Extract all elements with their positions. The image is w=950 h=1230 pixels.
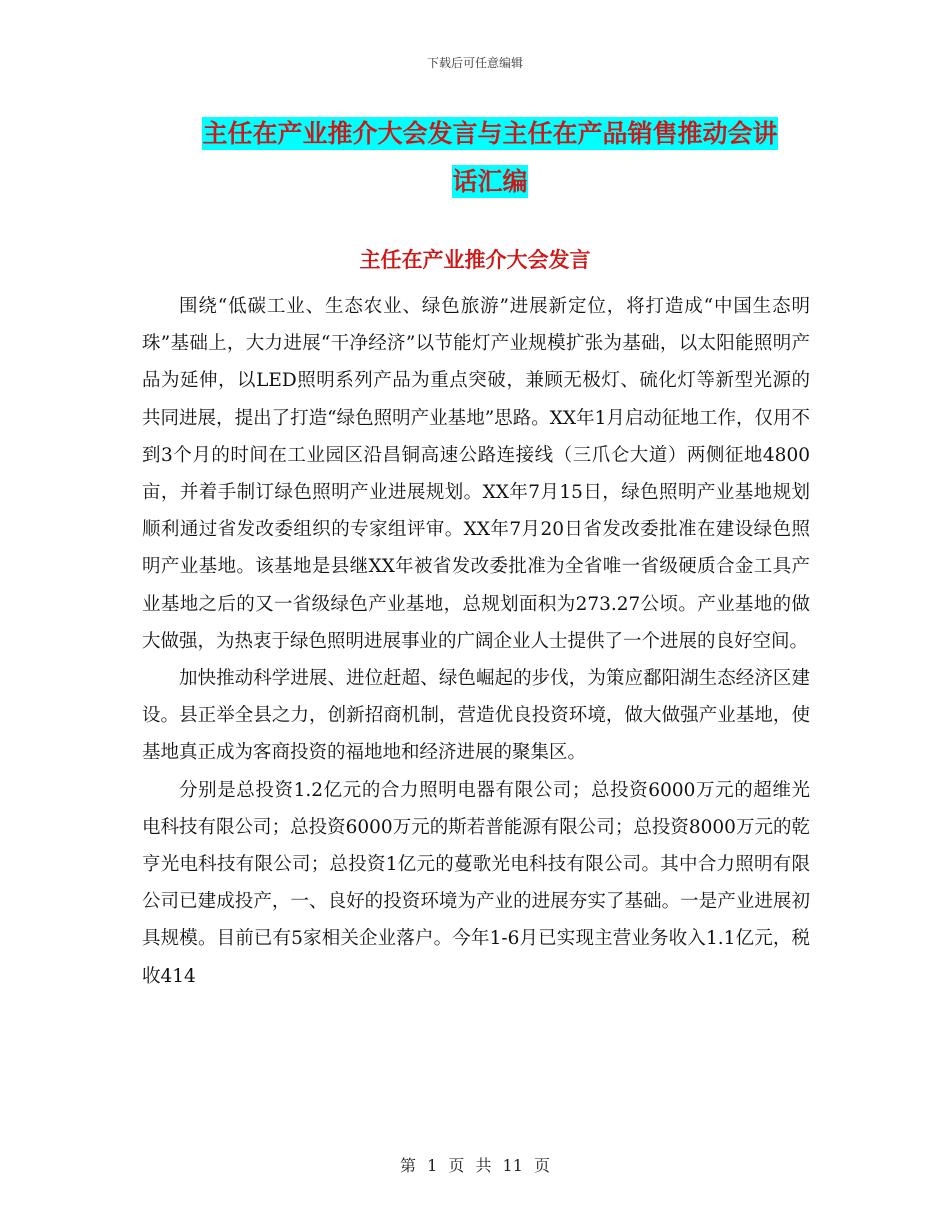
paragraph: 分别是总投资1.2亿元的合力照明电器有限公司；总投资6000万元的超维光电科技有限公司；总投资6000万元的斯若普能源有限公司；总投资8000万元的乾亨光电科技有限公司；总投资1亿元的蔓歌光电科技有限公司。其中合力照明有限公司已建成投产，一、良好的投资环境为产业的进展夯实了基础。一是产业进展初具规模。目前已有5家相关企业落户。今年1-6月已实现主营业务收入1.1亿元，税收414	[142, 779, 810, 987]
paragraph: 加快推动科学进展、进位赶超、绿色崛起的步伐，为策应鄱阳湖生态经济区建设。县正举全县之力，创新招商机制，营造优良投资环境，做大做强产业基地，使基地真正成为客商投资的福地地和经济进展的聚集区。	[142, 668, 810, 764]
title-line-1: 主任在产业推介大会发言与主任在产品销售推动会讲	[202, 119, 778, 148]
page-footer: 第 1 页 共 11 页	[400, 1156, 550, 1175]
document-title	[140, 110, 840, 206]
title-line-2: 话汇编	[452, 167, 528, 196]
page-header-note: 下载后可任意编辑	[426, 56, 523, 70]
paragraph: 围绕“低碳工业、生态农业、绿色旅游”进展新定位，将打造成“中国生态明珠”基础上，大力进展“干净经济”以节能灯产业规模扩张为基础，以太阳能照明产品为延伸，以LED照明系列产品为重点突破，兼顾无极灯、硫化灯等新型光源的共同进展，提出了打造“绿色照明产业基地”思路。XX年1月启动征地工作，仅用不到3个月的时间在工业园区沿昌铜高速公路连接线（三爪仑大道）两侧征地4800亩，并着手制订绿色照明产业进展规划。XX年7月15日，绿色照明产业基地规划顺利通过省发改委组织的专家组评审。XX年7月20日省发改委批准在建设绿色照明产业基地。该基地是县继XX年被省发改委批准为全省唯一省级硬质合金工具产业基地之后的又一省级绿色产业基地，总规划面积为273.27公顷。产业基地的做大做强，为热衷于绿色照明进展事业的广阔企业人士提供了一个进展的良好空间。	[142, 296, 810, 652]
section-title: 主任在产业推介大会发言	[359, 248, 591, 272]
document-body	[142, 288, 810, 995]
